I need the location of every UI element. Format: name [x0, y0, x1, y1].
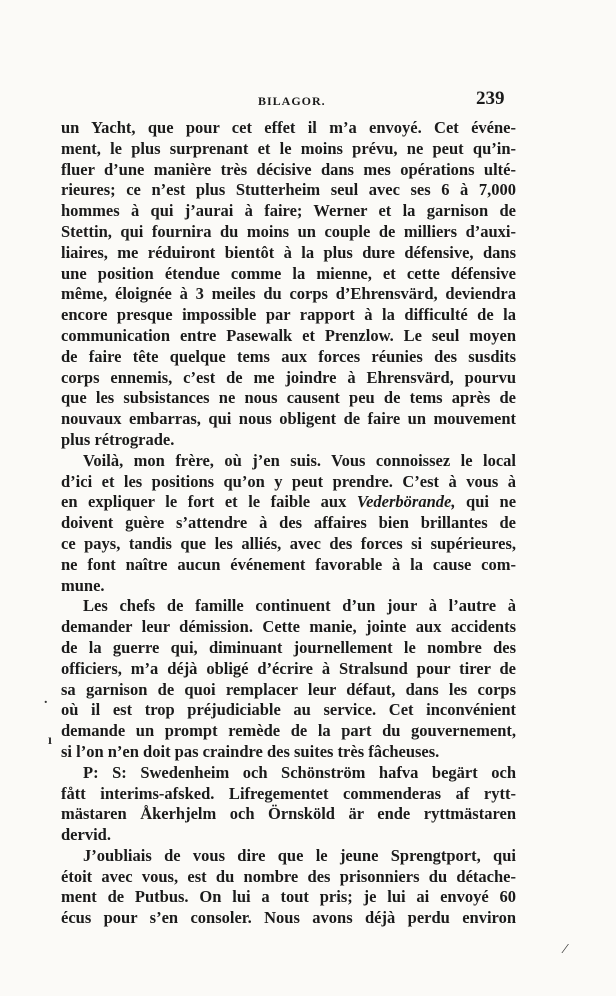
text-line: ne font naître aucun événement favorable à la cause com- — [61, 554, 516, 574]
text-line: Les chefs de famille continuent d’un jour à l’autre à — [83, 596, 516, 616]
text-line: rieures; ce n’est plus Stutterheim seul avec ses 6 à 7,000 — [61, 180, 516, 200]
running-title: BILAGOR. — [258, 94, 326, 108]
page-number: 239 — [476, 88, 505, 109]
text-line: sa garnison de quoi remplacer leur défaut, dans les corps — [61, 679, 516, 699]
text-line: P: S: Swedenheim och Schönström hafva begärt och — [83, 762, 516, 782]
italic-term: Vederbörande, — [356, 492, 456, 512]
text-run: en expliquer le fort et le faible aux — [61, 492, 357, 512]
text-line: de faire tête quelque tems aux forces réunies des susdits — [61, 346, 516, 366]
text-line: Stettin, qui fournira du moins un couple de milliers d’auxi- — [61, 221, 516, 241]
text-line: ce pays, tandis que les alliés, avec des forces si supérieures, — [61, 533, 516, 553]
margin-tick: ı — [48, 733, 52, 748]
text-line: corps ennemis, c’est de me joindre à Ehrensvärd, pourvu — [61, 367, 516, 387]
page-header — [0, 90, 616, 116]
text-line: doivent guère s’attendre à des affaires bien brillantes de — [61, 513, 516, 533]
text-line: plus rétrograde. — [61, 429, 175, 449]
text-line: hommes à qui j’aurai à faire; Werner et la garnison de — [61, 201, 516, 221]
text-line: fluer d’une manière très décisive dans mes opérations ulté- — [61, 159, 516, 179]
text-line: J’oubliais de vous dire que le jeune Sprengtport, qui — [83, 845, 516, 865]
text-line: où il est trop préjudiciable au service. Cet inconvénient — [61, 700, 516, 720]
text-line: une position étendue comme la mienne, et cette défensive — [61, 263, 516, 283]
text-line: si l’on n’en doit pas craindre des suites très fâcheuses. — [61, 741, 440, 761]
text-line: ment de Putbus. On lui a tout pris; je lui ai envoyé 60 — [61, 887, 516, 907]
text-line: mune. — [61, 575, 105, 595]
text-line: écus pour s’en consoler. Nous avons déjà perdu environ — [61, 908, 516, 928]
text-line: dervid. — [61, 825, 111, 845]
text-line: communication entre Pasewalk et Prenzlow. Le seul moyen — [61, 325, 516, 345]
text-run: qui ne — [455, 492, 517, 512]
text-line: un Yacht, que pour cet effet il m’a envoyé. Cet événe- — [61, 118, 516, 137]
margin-mark: ⁄ — [564, 942, 567, 957]
text-line: liaires, me réduiront bientôt à la plus dure défensive, dans — [61, 242, 516, 262]
text-line: étoit avec vous, est du nombre des prisonniers du détache- — [61, 866, 516, 886]
text-line: demande un prompt remède de la part du gouvernement, — [61, 721, 516, 741]
text-line: ment, le plus surprenant et le moins prévu, ne peut qu’in- — [61, 138, 516, 158]
margin-dot: . — [44, 692, 48, 707]
text-line: que les subsistances ne nous causent peu de tems après de — [61, 388, 516, 408]
text-line: nouvaux embarras, qui nous obligent de faire un mouvement — [61, 409, 516, 429]
text-line: de la guerre qui, diminuant journellement le nombre des — [61, 637, 516, 657]
text-line: mästaren Åkerhjelm och Örnsköld är ende ryttmästaren — [61, 804, 516, 824]
text-line: fått interims-afsked. Lifregementet commenderas af rytt- — [61, 783, 516, 803]
body-text — [61, 118, 516, 929]
text-line — [61, 492, 516, 513]
text-line: d’ici et les positions qu’on y peut prendre. C’est à vous à — [61, 471, 516, 491]
text-line: demander leur démission. Cette manie, jointe aux accidents — [61, 617, 516, 637]
text-line: Voilà, mon frère, où j’en suis. Vous connoissez le local — [83, 450, 516, 470]
text-line: encore presque impossible par rapport à la difficulté de la — [61, 305, 516, 325]
text-line: officiers, m’a déjà obligé d’écrire à Stralsund pour tirer de — [61, 658, 516, 678]
text-line: même, éloignée à 3 meiles du corps d’Ehrensvärd, deviendra — [61, 284, 516, 304]
